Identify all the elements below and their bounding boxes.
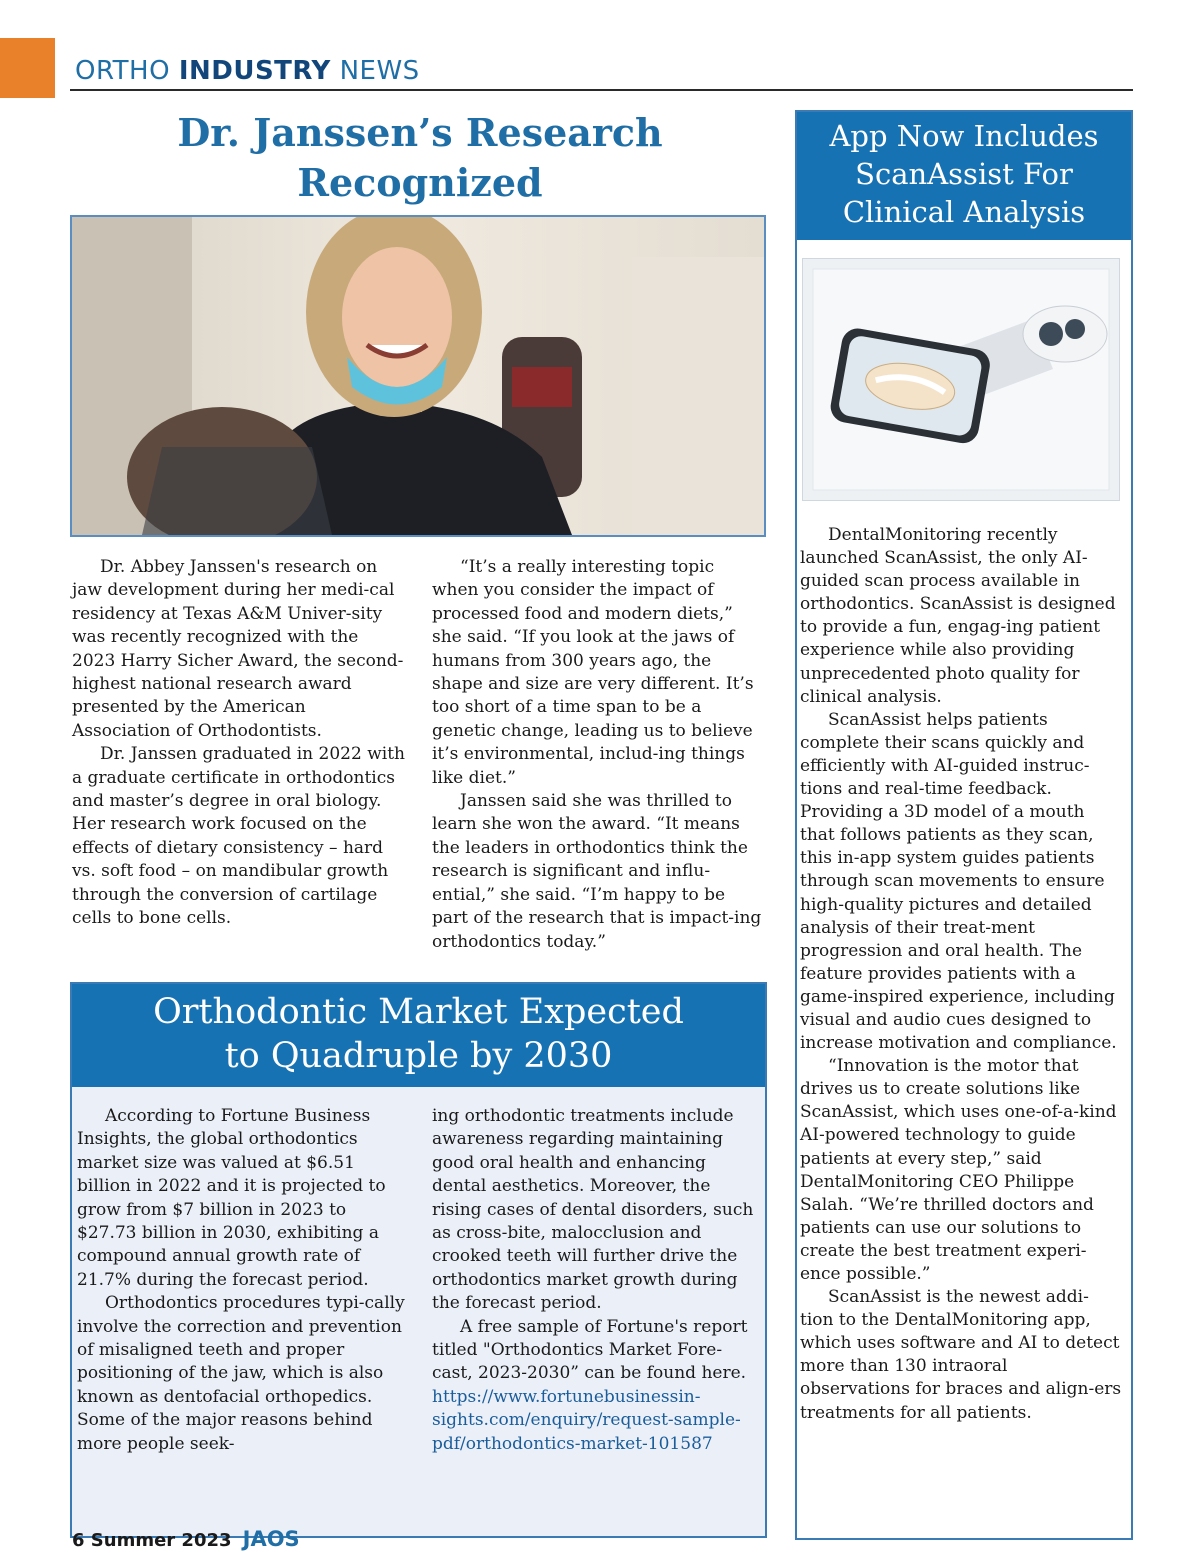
app-article-body <box>800 524 1122 1425</box>
app-paragraph: ScanAssist is the newest addi-tion to the DentalMonitoring app, which uses software and AI to detect more than 130 intraoral observations for braces and align-ers treatments for all patients. <box>800 1287 1122 1423</box>
section-title-word-1: ORTHO <box>75 56 171 86</box>
app-article-headline <box>797 112 1131 240</box>
award-article-column-2 <box>432 556 766 954</box>
award-headline-line-1: Dr. Janssen’s Research Recognized <box>177 110 663 205</box>
award-paragraph: “It’s a really interesting topic when you consider the impact of processed food and modern diets,” she said. “If you look at the jaws of humans from 300 years ago, the shape and size are very different. It’s too short of a time span to be a genetic change, leading us to believe it’s environmental, includ-ing things like diet.” <box>432 557 754 788</box>
market-article-column-2 <box>432 1105 762 1456</box>
section-title-word-2: INDUSTRY <box>178 56 331 86</box>
page-footer <box>72 1527 300 1551</box>
award-paragraph: Dr. Janssen graduated in 2022 with a graduate certificate in orthodontics and master’s degree in oral biology. Her research work focused on the effects of dietary consistency – hard vs. soft food – on mandibular growth through the conversion of cartilage cells to bone cells. <box>72 744 405 929</box>
section-title <box>75 56 420 86</box>
market-paragraph: Orthodontics procedures typi-cally involve the correction and prevention of misaligned teeth and proper positioning of the jaw, which is also known as dentofacial orthopedics. Some of the major reasons behind more people seek- <box>77 1293 405 1454</box>
award-photo <box>70 215 766 537</box>
market-paragraph: According to Fortune Business Insights, the global orthodontics market size was valued at $6.51 billion in 2022 and it is projected to grow from $7 billion in 2023 to $27.73 billion in 2030, exhibiting a compound annual growth rate of 21.7% during the forecast period. <box>77 1106 386 1290</box>
award-paragraph: Dr. Abbey Janssen's research on jaw development during her medi-cal residency at Texas A&M Univer-sity was recently recognized with the 2023 Harry Sicher Award, the second-highest national research award presented by the American Association of Orthodontists. <box>72 557 404 741</box>
section-title-word-3: NEWS <box>339 56 420 86</box>
report-link[interactable]: https://www.fortunebusinessin-sights.com/enquiry/request-sample-pdf/orthodontics-market-101587 <box>432 1386 741 1454</box>
app-headline-line-3: Clinical Analysis <box>842 195 1086 229</box>
app-paragraph: “Innovation is the motor that drives us to create solutions like ScanAssist, which uses one-of-a-kind AI-powered technology to guide patients at every step,” said DentalMonitoring CEO Philippe Salah. “We’re thrilled doctors and patients can use our solutions to create the best treatment experi-ence possible.” <box>800 1056 1117 1284</box>
market-headline-line-2: to Quadruple by 2030 <box>224 1036 613 1076</box>
app-paragraph: DentalMonitoring recently launched ScanAssist, the only AI-guided scan process available in orthodontics. ScanAssist is designed to provide a fun, engag-ing patient experience while also providing unprecedented photo quality for clinical analysis. <box>800 525 1116 707</box>
scanassist-photo <box>802 258 1120 501</box>
award-article-column-1 <box>72 556 406 931</box>
market-paragraph: A free sample of Fortune's report titled "Orthodontics Market Fore-cast, 2023-2030” can be found here. <box>432 1316 748 1384</box>
market-article-column-1 <box>77 1105 411 1456</box>
app-paragraph: ScanAssist helps patients complete their scans quickly and efficiently with AI-guided instruc-tions and real-time feedback. Providing a 3D model of a mouth that follows patients as they scan, this in-app system guides patients through scan movements to ensure high-quality pictures and detailed analysis of their treat-ment progression and oral health. The feature provides patients with a game-inspired experience, including visual and audio cues designed to increase motivation and compliance. <box>800 709 1117 1054</box>
award-paragraph: Janssen said she was thrilled to learn she won the award. “It means the leaders in orthodontics think the research is significant and influ-ential,” she said. “I’m happy to be part of the research that is impact-ing orthodontics today.” <box>432 791 762 952</box>
journal-brand: JAOS <box>242 1527 300 1551</box>
page-number-issue: 6 Summer 2023 <box>72 1530 232 1551</box>
market-headline-line-1: Orthodontic Market Expected <box>153 992 684 1032</box>
market-paragraph: ing orthodontic treatments include awareness regarding maintaining good oral health and enhancing dental aesthetics. Moreover, the rising cases of dental disorders, such as cross-bite, malocclusion and crooked teeth will further drive the orthodontics market growth during the forecast period. <box>432 1106 754 1314</box>
section-color-tab <box>0 38 55 98</box>
app-headline-line-1: App Now Includes <box>829 119 1099 153</box>
market-article-headline <box>72 984 765 1087</box>
header-divider <box>70 89 1133 91</box>
app-headline-line-2: ScanAssist For <box>855 157 1073 191</box>
